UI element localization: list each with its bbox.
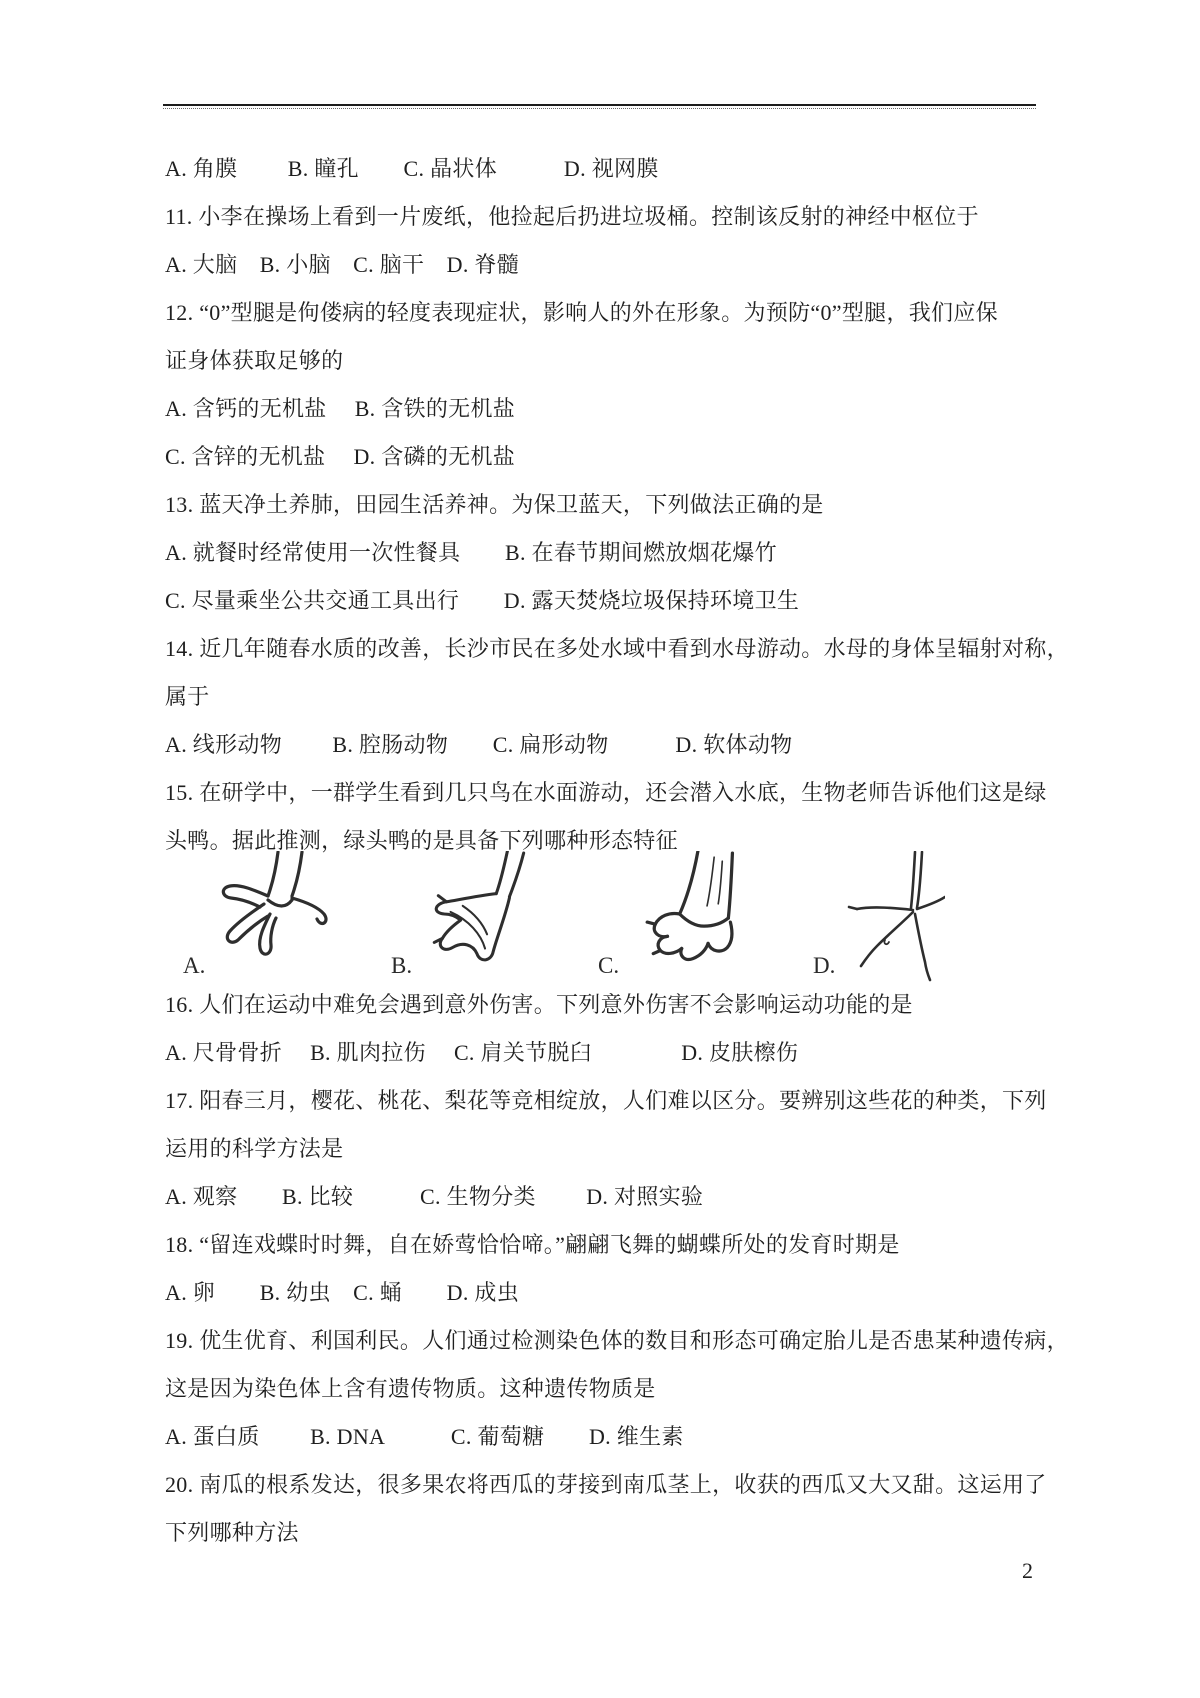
text-line-20: 运用的科学方法是	[165, 1136, 344, 1161]
figure-option-d-label: D.	[813, 953, 836, 978]
text-line-18: A. 尺骨骨折 B. 肌肉拉伤 C. 肩关节脱臼 D. 皮肤檫伤	[165, 1040, 799, 1065]
text-line-28: 下列哪种方法	[165, 1520, 299, 1545]
talon-foot-icon	[210, 851, 360, 973]
text-line-9: A. 就餐时经常使用一次性餐具 B. 在春节期间燃放烟花爆竹	[165, 540, 777, 565]
figure-option-c	[598, 865, 783, 981]
text-line-17: 16. 人们在运动中难免会遇到意外伤害。下列意外伤害不会影响运动功能的是	[165, 992, 913, 1017]
exam-content	[165, 145, 1069, 1557]
figure-option-c-label: C.	[598, 953, 620, 978]
long-toed-foot-icon	[845, 851, 945, 983]
text-line-22: 18. “留连戏蝶时时舞，自在娇莺恰恰啼。”翩翩飞舞的蝴蝶所处的发育时期是	[165, 1232, 900, 1257]
text-line-19: 17. 阳春三月，樱花、桃花、梨花等竞相绽放，人们难以区分。要辨别这些花的种类，下列	[165, 1088, 1047, 1113]
stout-clawed-foot-icon	[635, 851, 772, 978]
text-line-25: 这是因为染色体上含有遗传物质。这种遗传物质是	[165, 1376, 656, 1401]
figure-option-d	[813, 865, 943, 981]
text-line-8: 13. 蓝天净土养肺，田园生活养神。为保卫蓝天，下列做法正确的是	[165, 492, 824, 517]
text-line-4: 12. “0”型腿是佝偻病的轻度表现症状，影响人的外在形象。为预防“0”型腿，我们应保	[165, 300, 998, 325]
text-line-27: 20. 南瓜的根系发达，很多果农将西瓜的芽接到南瓜茎上，收获的西瓜又大又甜。这运用了	[165, 1472, 1047, 1497]
bird-feet-figure	[165, 865, 1065, 981]
text-line-14: 15. 在研学中，一群学生看到几只鸟在水面游动，还会潜入水底，生物老师告诉他们这是绿	[165, 780, 1047, 805]
text-line-10: C. 尽量乘坐公共交通工具出行 D. 露天焚烧垃圾保持环境卫生	[165, 588, 800, 613]
text-line-26: A. 蛋白质 B. DNA C. 葡萄糖 D. 维生素	[165, 1424, 684, 1449]
text-line-13: A. 线形动物 B. 腔肠动物 C. 扁形动物 D. 软体动物	[165, 732, 793, 757]
text-line-11: 14. 近几年随春水质的改善，长沙市民在多处水域中看到水母游动。水母的身体呈辐射对称，	[165, 636, 1069, 661]
header-rule	[163, 104, 1036, 109]
text-line-1: A. 角膜 B. 瞳孔 C. 晶状体 D. 视网膜	[165, 156, 659, 181]
text-line-2: 11. 小李在操场上看到一片废纸，他捡起后扔进垃圾桶。控制该反射的神经中枢位于	[165, 204, 979, 229]
page-number: 2	[1022, 1558, 1033, 1583]
text-line-3: A. 大脑 B. 小脑 C. 脑干 D. 脊髓	[165, 252, 520, 277]
webbed-foot-icon	[420, 851, 542, 978]
text-line-24: 19. 优生优育、利国利民。人们通过检测染色体的数目和形态可确定胎儿是否患某种遗传病，	[165, 1328, 1069, 1353]
figure-option-a-label: A.	[183, 953, 206, 978]
text-line-6: A. 含钙的无机盐 B. 含铁的无机盐	[165, 396, 516, 421]
text-line-23: A. 卵 B. 幼虫 C. 蛹 D. 成虫	[165, 1280, 520, 1305]
figure-option-a	[183, 865, 378, 981]
figure-option-b-label: B.	[391, 953, 413, 978]
text-line-5: 证身体获取足够的	[165, 348, 344, 373]
text-line-21: A. 观察 B. 比较 C. 生物分类 D. 对照实验	[165, 1184, 704, 1209]
figure-option-b	[391, 865, 551, 981]
text-line-7: C. 含锌的无机盐 D. 含磷的无机盐	[165, 444, 516, 469]
text-line-12: 属于	[165, 684, 210, 709]
text-line-15: 头鸭。据此推测，绿头鸭的是具备下列哪种形态特征	[165, 828, 678, 853]
